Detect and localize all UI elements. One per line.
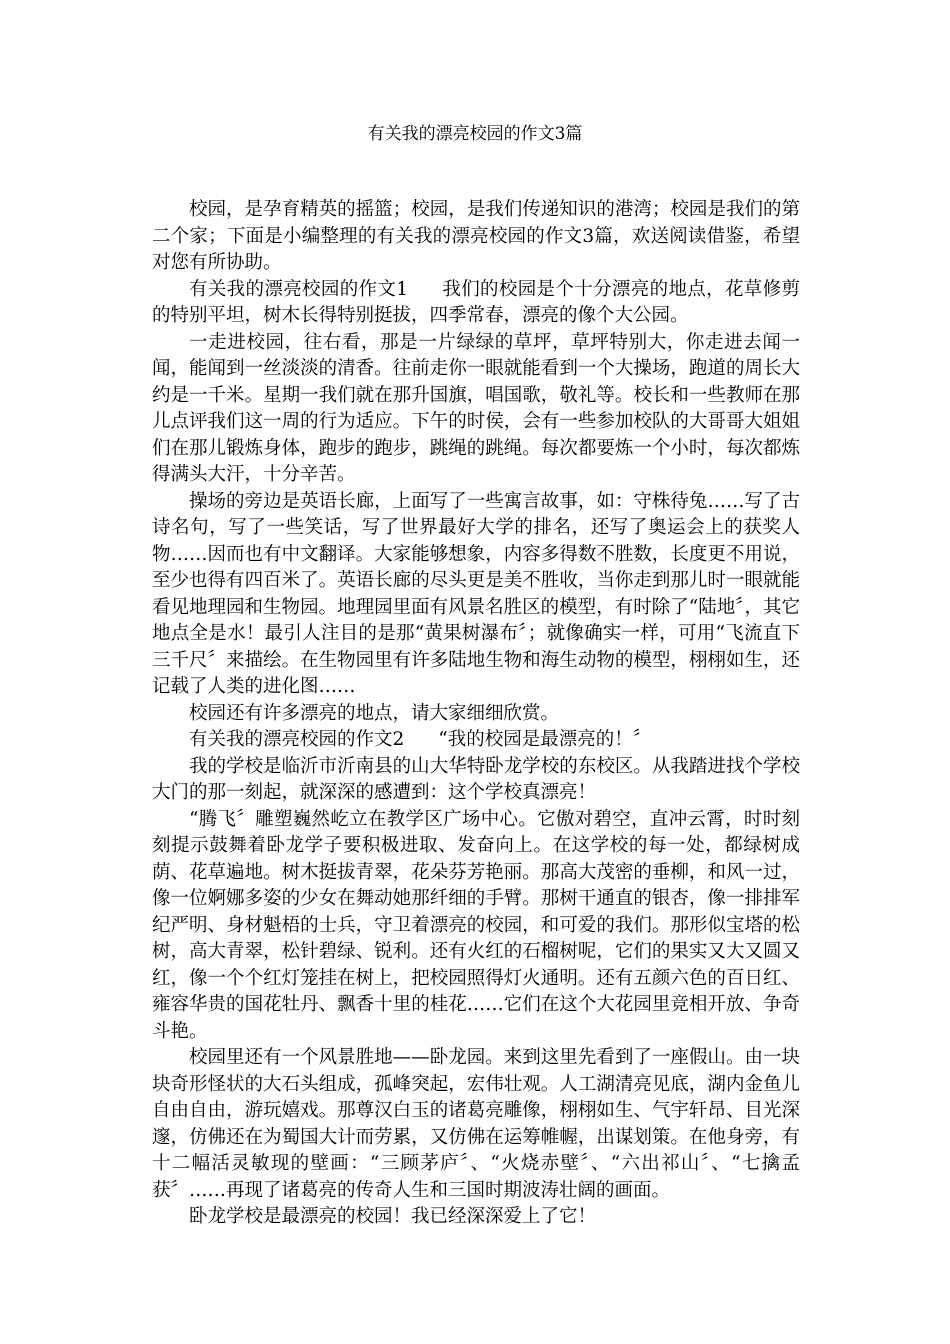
essay-1-heading-paragraph: [152, 277, 800, 330]
essay-1-paragraph-playground: 一走进校园，往右看，那是一片绿绿的草坪，草坪特别大，你走进去闻一闻，能闻到一丝淡淡的清香。往前走你一眼就能看到一个大操场，跑道的周长大约是一千米。星期一我们就在那升国旗，唱国歌，敬礼等。校长和一些教师在那儿点评我们这一周的行为适应。下午的时侯，会有一些参加校队的大哥哥大姐姐们在那儿锻炼身体，跑步的跑步，跳绳的跳绳。每次都要炼一个小时，每次都炼得满头大汗，十分辛苦。: [152, 331, 800, 485]
essay-2-paragraph-wolong-garden: 校园里还有一个风景胜地——卧龙园。来到这里先看到了一座假山。由一块块奇形怪状的大石头组成，孤峰突起，宏伟壮观。人工湖清亮见底，湖内金鱼儿自由自由，游玩嬉戏。那尊汉白玉的诸葛亮雕像，栩栩如生、气宇轩昂、目光深邃，仿佛还在为蜀国大计而劳累，又仿佛在运筹帷幄，出谋划策。在他身旁，有十二幅活灵敏现的壁画：“三顾茅庐〞、“火烧赤壁〞、“六出祁山〞、“七擒孟获〞……再现了诸葛亮的传奇人生和三国时期波涛壮阔的画面。: [152, 1047, 800, 1201]
essay-1-opening: 我们的校园是个十分漂亮的地点，花草修剪的特别平坦，树木长得特别挺拔，四季常春，漂亮的像个大公园。: [152, 278, 800, 326]
essay-1-heading: 有关我的漂亮校园的作文1: [189, 278, 409, 300]
document-title: 有关我的漂亮校园的作文3篇: [367, 124, 583, 144]
essay-2-paragraph-closing: 卧龙学校是最漂亮的校园！我已经深深爱上了它！: [189, 1206, 597, 1227]
essay-2-heading: 有关我的漂亮校园的作文2: [189, 729, 405, 750]
essay-2-paragraph-school: 我的学校是临沂市沂南县的山大华特卧龙学校的东校区。从我踏进找个学校大门的那一刻起，就深深的感遭到：这个学校真漂亮！: [152, 755, 800, 803]
document-body: [152, 197, 800, 1231]
essay-2-opening: “我的校园是最漂亮的！〞: [438, 729, 652, 750]
essay-2-heading-paragraph: [152, 727, 800, 754]
essay-1-paragraph-corridor: 操场的旁边是英语长廊，上面写了一些寓言故事，如：守株待兔……写了古诗名句，写了一些笑话，写了世界最好大学的排名，还写了奥运会上的获奖人物……因而也有中文翻译。大家能够想象，内容多得数不胜数，长度更不用说，至少也得有四百米了。英语长廊的尽头更是美不胜收，当你走到那儿时一眼就能看见地理园和生物园。地理园里面有风景名胜区的模型，有时除了“陆地〞，其它地点全是水！最引人注目的是那“黄果树瀑布〞；就像确实一样，可用“飞流直下三千尺〞来描绘。在生物园里有许多陆地生物和海生动物的模型，栩栩如生，还记载了人类的进化图……: [152, 490, 800, 697]
essay-1-paragraph-closing: 校园还有许多漂亮的地点，请大家细细欣赏。: [189, 702, 560, 724]
intro-paragraph: 校园，是孕育精英的摇篮；校园，是我们传递知识的港湾；校园是我们的第二个家；下面是小编整理的有关我的漂亮校园的作文3篇，欢送阅读借鉴，希望对您有所协助。: [152, 199, 800, 273]
essay-2-paragraph-sculpture: “腾飞〞雕塑巍然屹立在教学区广场中心。它傲对碧空，直冲云霄，时时刻刻提示鼓舞着卧龙学子要积极进取、发奋向上。在这学校的每一处，都绿树成荫、花草遍地。树木挺拔青翠，花朵芬芳艳丽。那高大茂密的垂柳，和风一过，像一位婀娜多姿的少女在舞动她那纤细的手臂。那树干通直的银杏，像一排排军纪严明、身材魁梧的士兵，守卫着漂亮的校园，和可爱的我们。那形似宝塔的松树，高大青翠，松针碧绿、锐利。还有火红的石榴树呢，它们的果实又大又圆又红，像一个个红灯笼挂在树上，把校园照得灯火通明。还有五颜六色的百日红、雍容华贵的国花牡丹、飘香十里的桂花……它们在这个大花园里竞相开放、争奇斗艳。: [152, 808, 800, 1042]
